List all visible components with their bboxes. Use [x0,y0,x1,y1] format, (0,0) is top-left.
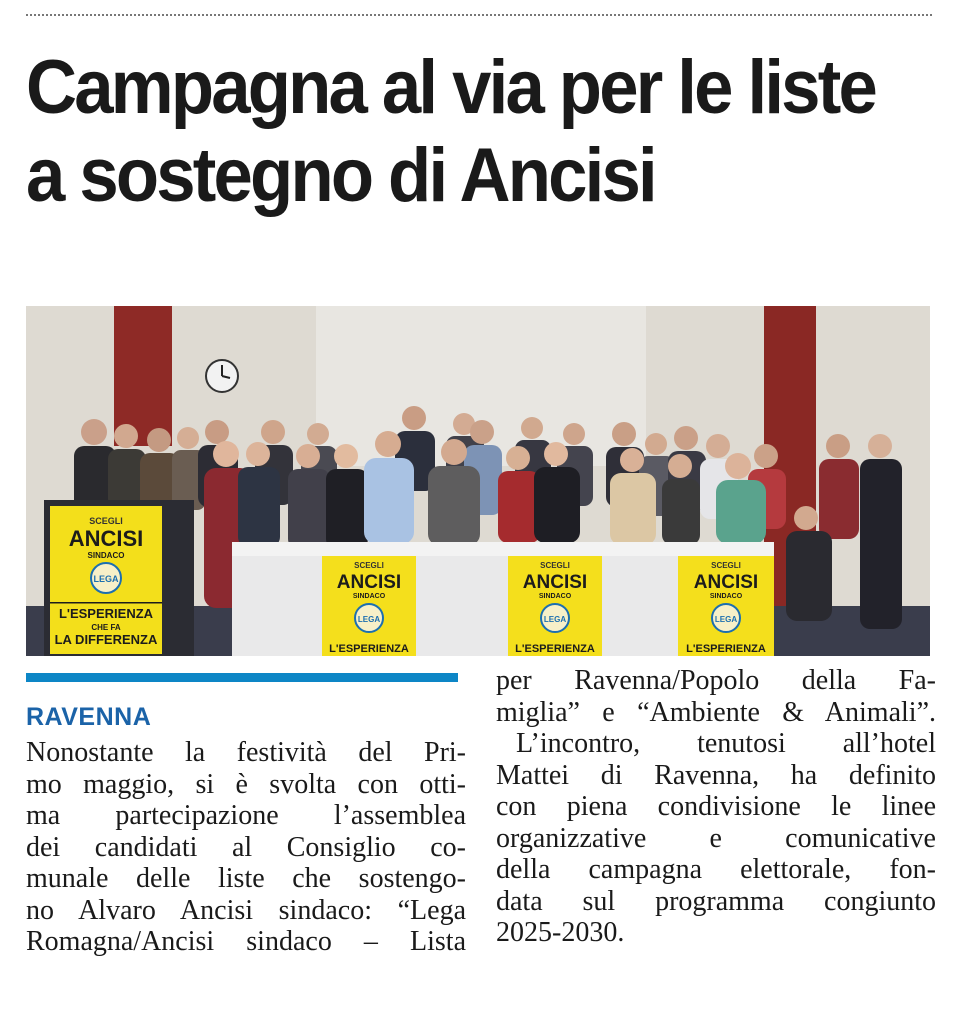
svg-text:SINDACO: SINDACO [87,551,125,560]
svg-text:SCEGLI: SCEGLI [354,561,384,570]
top-dotted-rule [26,14,932,16]
svg-text:LEGA: LEGA [93,574,119,584]
section-accent-bar [26,673,458,682]
article-photo [26,306,930,656]
body-line: L’incontro, tenutosi all’hotel [516,728,936,759]
campaign-poster-table-1 [322,556,416,656]
svg-text:SINDACO: SINDACO [538,593,572,600]
body-line: dei candidati al Consiglio co- [26,831,466,863]
body-line: no Alvaro Ancisi sindaco: “Lega [26,894,466,926]
body-line: data sul programma congiunto [496,885,936,917]
campaign-poster-table-3 [678,556,774,656]
group-photo-illustration [26,306,930,656]
body-line: Romagna/Ancisi sindaco – Lista [26,926,466,957]
headline-line-1: Campagna al via per le liste [26,45,875,130]
body-line: ma partecipazione l’assemblea [26,800,466,831]
svg-text:L'ESPERIENZA: L'ESPERIENZA [58,606,154,621]
svg-text:L'ESPERIENZA: L'ESPERIENZA [515,643,595,655]
body-line: 2025-2030. [496,917,625,948]
body-line: miglia” e “Ambiente & Animali”. [496,696,936,728]
svg-text:ANCISI: ANCISI [68,526,144,551]
article-column-right [496,665,936,949]
body-line: Nonostante la festività del Pri- [26,737,466,768]
body-line: organizzative e comunicative [496,822,936,854]
headline [26,44,875,220]
svg-text:CHE FA: CHE FA [91,623,121,632]
svg-text:L'ESPERIENZA: L'ESPERIENZA [686,643,766,655]
svg-text:LA DIFFERENZA: LA DIFFERENZA [54,632,158,647]
svg-text:ANCISI: ANCISI [522,572,588,593]
clock-icon [206,360,238,392]
svg-text:SCEGLI: SCEGLI [540,561,570,570]
svg-text:LEGA: LEGA [714,615,738,624]
body-line: con piena condivisione le linee [496,791,936,822]
svg-text:L'ESPERIENZA: L'ESPERIENZA [329,643,409,655]
body-line: per Ravenna/Popolo della Fa- [496,665,936,696]
svg-text:ANCISI: ANCISI [336,572,402,593]
dateline-location: RAVENNA [26,703,152,731]
body-line: della campagna elettorale, fon- [496,854,936,885]
svg-text:SCEGLI: SCEGLI [89,516,123,526]
svg-text:SCEGLI: SCEGLI [711,561,741,570]
campaign-poster-podium [50,506,162,654]
headline-line-2: a sostegno di Ancisi [26,133,655,218]
svg-text:SINDACO: SINDACO [352,593,386,600]
svg-text:ANCISI: ANCISI [693,572,759,593]
body-line: mo maggio, si è svolta con otti- [26,768,466,800]
body-line: Mattei di Ravenna, ha definito [496,759,936,791]
campaign-poster-table-2 [508,556,602,656]
svg-text:SINDACO: SINDACO [709,593,743,600]
body-line: munale delle liste che sostengo- [26,863,466,894]
svg-text:LEGA: LEGA [357,615,381,624]
svg-text:LEGA: LEGA [543,615,567,624]
article-column-left [26,737,466,958]
